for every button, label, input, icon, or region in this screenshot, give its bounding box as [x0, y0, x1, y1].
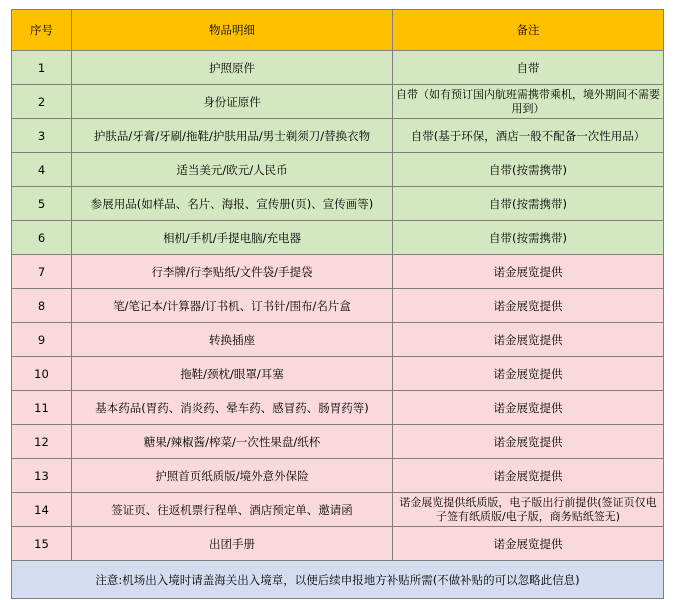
cell-no: 2	[12, 85, 72, 119]
cell-remark: 诺金展览提供	[393, 459, 664, 493]
table-row	[12, 153, 664, 187]
note-row	[12, 561, 664, 599]
cell-item: 护肤品/牙膏/牙刷/拖鞋/护肤用品/男士剃须刀/替换衣物	[72, 119, 393, 153]
cell-remark: 诺金展览提供	[393, 391, 664, 425]
cell-remark: 诺金展览提供纸质版，电子版出行前提供(签证页仅电子签有纸质版/电子版，商务贴纸签无)	[393, 493, 664, 527]
cell-item: 出团手册	[72, 527, 393, 561]
cell-item: 笔/笔记本/计算器/订书机、订书针/围布/名片盒	[72, 289, 393, 323]
table-row	[12, 323, 664, 357]
cell-no: 8	[12, 289, 72, 323]
header-no: 序号	[12, 10, 72, 51]
cell-no: 5	[12, 187, 72, 221]
cell-remark: 诺金展览提供	[393, 255, 664, 289]
cell-item: 护照首页纸质版/境外意外保险	[72, 459, 393, 493]
cell-remark: 自带(按需携带)	[393, 153, 664, 187]
cell-remark: 自带(按需携带)	[393, 221, 664, 255]
cell-no: 15	[12, 527, 72, 561]
cell-no: 7	[12, 255, 72, 289]
header-item: 物品明细	[72, 10, 393, 51]
cell-no: 3	[12, 119, 72, 153]
cell-item: 身份证原件	[72, 85, 393, 119]
cell-remark: 自带	[393, 51, 664, 85]
header-remark: 备注	[393, 10, 664, 51]
cell-no: 14	[12, 493, 72, 527]
table-row	[12, 459, 664, 493]
cell-no: 4	[12, 153, 72, 187]
cell-item: 签证页、往返机票行程单、酒店预定单、邀请函	[72, 493, 393, 527]
table-row	[12, 85, 664, 119]
table-row	[12, 391, 664, 425]
cell-item: 基本药品(胃药、消炎药、晕车药、感冒药、肠胃药等)	[72, 391, 393, 425]
table-row	[12, 187, 664, 221]
cell-remark: 诺金展览提供	[393, 357, 664, 391]
cell-no: 10	[12, 357, 72, 391]
table-row	[12, 255, 664, 289]
cell-no: 6	[12, 221, 72, 255]
cell-no: 13	[12, 459, 72, 493]
table-row	[12, 289, 664, 323]
cell-no: 1	[12, 51, 72, 85]
cell-item: 参展用品(如样品、名片、海报、宣传册(页)、宣传画等)	[72, 187, 393, 221]
packing-list-table	[11, 9, 664, 599]
table-row	[12, 527, 664, 561]
table-header-row	[12, 10, 664, 51]
cell-item: 行李牌/行李贴纸/文件袋/手提袋	[72, 255, 393, 289]
table-row	[12, 357, 664, 391]
note-text: 注意:机场出入境时请盖海关出入境章，以便后续申报地方补贴所需(不做补贴的可以忽略此信息)	[12, 561, 664, 599]
table-row	[12, 51, 664, 85]
cell-item: 拖鞋/颈枕/眼罩/耳塞	[72, 357, 393, 391]
cell-item: 护照原件	[72, 51, 393, 85]
cell-item: 适当美元/欧元/人民币	[72, 153, 393, 187]
cell-no: 12	[12, 425, 72, 459]
cell-remark: 诺金展览提供	[393, 527, 664, 561]
table-row	[12, 425, 664, 459]
table-row	[12, 493, 664, 527]
cell-remark: 诺金展览提供	[393, 289, 664, 323]
table-row	[12, 221, 664, 255]
cell-remark: 自带(按需携带)	[393, 187, 664, 221]
cell-remark: 自带（如有预订国内航班需携带乘机，境外期间不需要用到）	[393, 85, 664, 119]
cell-remark: 诺金展览提供	[393, 323, 664, 357]
table-row	[12, 119, 664, 153]
cell-no: 9	[12, 323, 72, 357]
cell-remark: 自带(基于环保，酒店一般不配备一次性用品）	[393, 119, 664, 153]
cell-item: 转换插座	[72, 323, 393, 357]
cell-item: 糖果/辣椒酱/榨菜/一次性果盘/纸杯	[72, 425, 393, 459]
cell-no: 11	[12, 391, 72, 425]
cell-item: 相机/手机/手提电脑/充电器	[72, 221, 393, 255]
cell-remark: 诺金展览提供	[393, 425, 664, 459]
